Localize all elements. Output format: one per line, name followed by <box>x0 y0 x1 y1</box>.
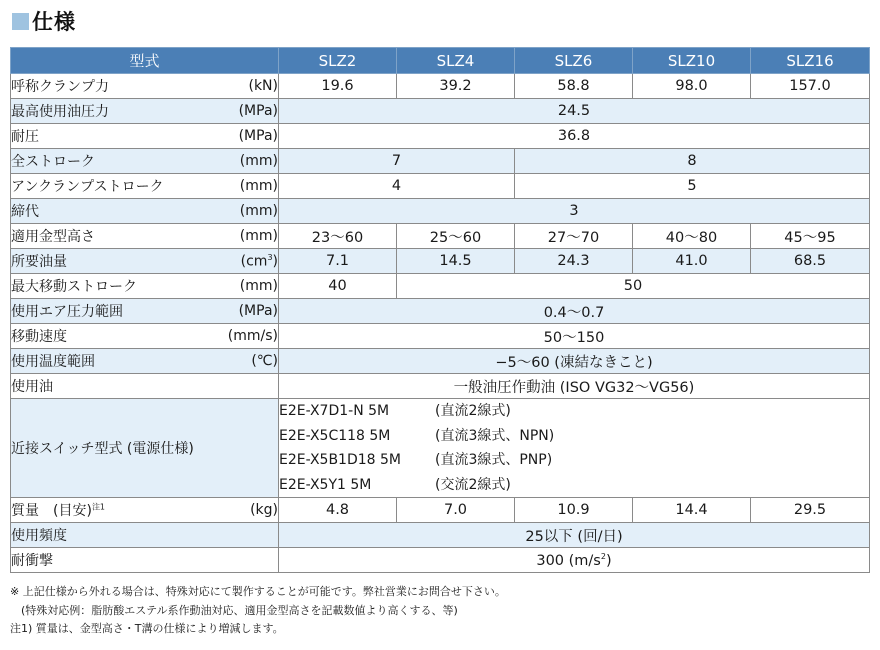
cell-value: 29.5 <box>751 498 870 523</box>
switch-item: E2E-X5Y1 5M (交流2線式) <box>279 476 511 493</box>
row-unclamp-stroke <box>11 174 870 199</box>
footnote: 注1) 質量は、金型高さ・T溝の仕様により増減します。 <box>10 622 284 635</box>
header-model: SLZ4 <box>397 48 515 74</box>
row-temp-range <box>11 349 870 374</box>
footnotes <box>10 583 506 639</box>
row-unit: (mm) <box>239 153 278 169</box>
row-oil-volume <box>11 249 870 274</box>
switch-item: E2E-X5C118 5M (直流3線式、NPN) <box>279 427 555 444</box>
row-max-pressure <box>11 99 870 124</box>
row-air-pressure <box>11 299 870 324</box>
row-max-travel <box>11 274 870 299</box>
cell-value: 14.4 <box>633 498 751 523</box>
header-model: SLZ10 <box>633 48 751 74</box>
cell-value: 0.4～0.7 <box>279 299 870 324</box>
cell-value: 3 <box>279 199 870 224</box>
row-label: 耐衝撃 <box>11 548 279 573</box>
row-label: 呼称クランプ力 (kN) <box>11 74 279 99</box>
cell-value: 25～60 <box>397 224 515 249</box>
cell-value: 19.6 <box>279 74 397 99</box>
cell-value: 10.9 <box>515 498 633 523</box>
cell-value: 68.5 <box>751 249 870 274</box>
row-unit: (MPa) <box>238 103 278 119</box>
row-label: 適用金型高さ (mm) <box>11 224 279 249</box>
row-label: 使用油 <box>11 374 279 399</box>
row-proof-pressure <box>11 124 870 149</box>
row-label: 所要油量 $(cm^3)$ <box>11 249 279 274</box>
switch-item: E2E-X5B1D18 5M (直流3線式、PNP) <box>279 452 553 469</box>
cell-value: 39.2 <box>397 74 515 99</box>
cell-value: −5～60 (凍結なきこと) <box>279 349 870 374</box>
footnote: (特殊対応例：脂肪酸エステル系作動油対応、適用金型高さを記載数値より高くする、等) <box>10 603 458 617</box>
cell-value: 40 <box>279 274 397 299</box>
cell-value: 45～95 <box>751 224 870 249</box>
row-unit: (℃) <box>251 353 278 369</box>
row-label: 全ストローク (mm) <box>11 149 279 174</box>
row-unit: (mm/s) <box>227 328 278 344</box>
header-model: SLZ2 <box>279 48 397 74</box>
row-oil <box>11 374 870 399</box>
row-unit: (MPa) <box>238 303 278 319</box>
cell-value: 8 <box>515 149 870 174</box>
row-clamp-margin <box>11 199 870 224</box>
row-proximity-switch <box>11 399 870 498</box>
cell-value: 5 <box>515 174 870 199</box>
cell-value: 14.5 <box>397 249 515 274</box>
switch-list <box>279 399 870 498</box>
row-mass <box>11 498 870 523</box>
cell-value: 157.0 <box>751 74 870 99</box>
row-label: 締代 (mm) <box>11 199 279 224</box>
row-unit: (MPa) <box>238 128 278 144</box>
cell-value: 50～150 <box>279 324 870 349</box>
row-label: 使用温度範囲 (℃) <box>11 349 279 374</box>
row-label: 耐圧 (MPa) <box>11 124 279 149</box>
cell-value: 36.8 <box>279 124 870 149</box>
row-label: 使用頻度 <box>11 523 279 548</box>
switch-item: E2E-X7D1-N 5M (直流2線式) <box>279 403 511 419</box>
cell-value: 50 <box>397 274 870 299</box>
cell-value: 7 <box>279 149 515 174</box>
row-shock <box>11 548 870 573</box>
cell-value: 23～60 <box>279 224 397 249</box>
row-unit: (kg) <box>250 502 278 519</box>
footnote: ※ 上記仕様から外れる場合は、特殊対応にて製作することが可能です。弊社営業にお問合せ下さい。 <box>10 585 506 598</box>
row-label: 質量 (目安)$^{注1}$ (kg) <box>11 498 279 523</box>
cell-value: 24.3 <box>515 249 633 274</box>
row-label: アンクランプストローク (mm) <box>11 174 279 199</box>
row-label: 移動速度 (mm/s) <box>11 324 279 349</box>
row-label: 最大移動ストローク (mm) <box>11 274 279 299</box>
cell-value: 24.5 <box>279 99 870 124</box>
cell-value: 4.8 <box>279 498 397 523</box>
cell-value: 4 <box>279 174 515 199</box>
row-unit: (mm) <box>239 178 278 194</box>
row-travel-speed <box>11 324 870 349</box>
row-unit: (mm) <box>239 228 278 244</box>
cell-value: 27～70 <box>515 224 633 249</box>
row-unit: (mm) <box>239 278 278 294</box>
row-unit: (kN) <box>248 78 278 94</box>
header-model: SLZ6 <box>515 48 633 74</box>
cell-value: 7.0 <box>397 498 515 523</box>
cell-value: 25以下 (回/日) <box>279 523 870 548</box>
cell-value: 300 $(m/s^2)$ <box>279 548 870 573</box>
row-label: 近接スイッチ型式 (電源仕様) <box>11 399 279 498</box>
spec-table <box>10 47 870 573</box>
cell-value: 98.0 <box>633 74 751 99</box>
note-mark: 注1 <box>91 502 106 512</box>
header-model-label: 型式 <box>11 48 279 74</box>
header-model: SLZ16 <box>751 48 870 74</box>
section-heading <box>12 6 76 36</box>
cell-value: 一般油圧作動油 (ISO VG32～VG56) <box>279 374 870 399</box>
row-frequency <box>11 523 870 548</box>
row-unit: $(cm^3)$ <box>240 252 278 270</box>
cell-value: 58.8 <box>515 74 633 99</box>
row-clamp-force <box>11 74 870 99</box>
cell-value: 7.1 <box>279 249 397 274</box>
row-label: 使用エア圧力範囲 (MPa) <box>11 299 279 324</box>
row-die-height <box>11 224 870 249</box>
row-unit: (mm) <box>239 203 278 219</box>
heading-square-icon <box>12 13 29 30</box>
row-full-stroke <box>11 149 870 174</box>
header-row <box>11 48 870 74</box>
section-title: 仕様 <box>32 10 76 34</box>
row-label: 最高使用油圧力 (MPa) <box>11 99 279 124</box>
cell-value: 40～80 <box>633 224 751 249</box>
cell-value: 41.0 <box>633 249 751 274</box>
